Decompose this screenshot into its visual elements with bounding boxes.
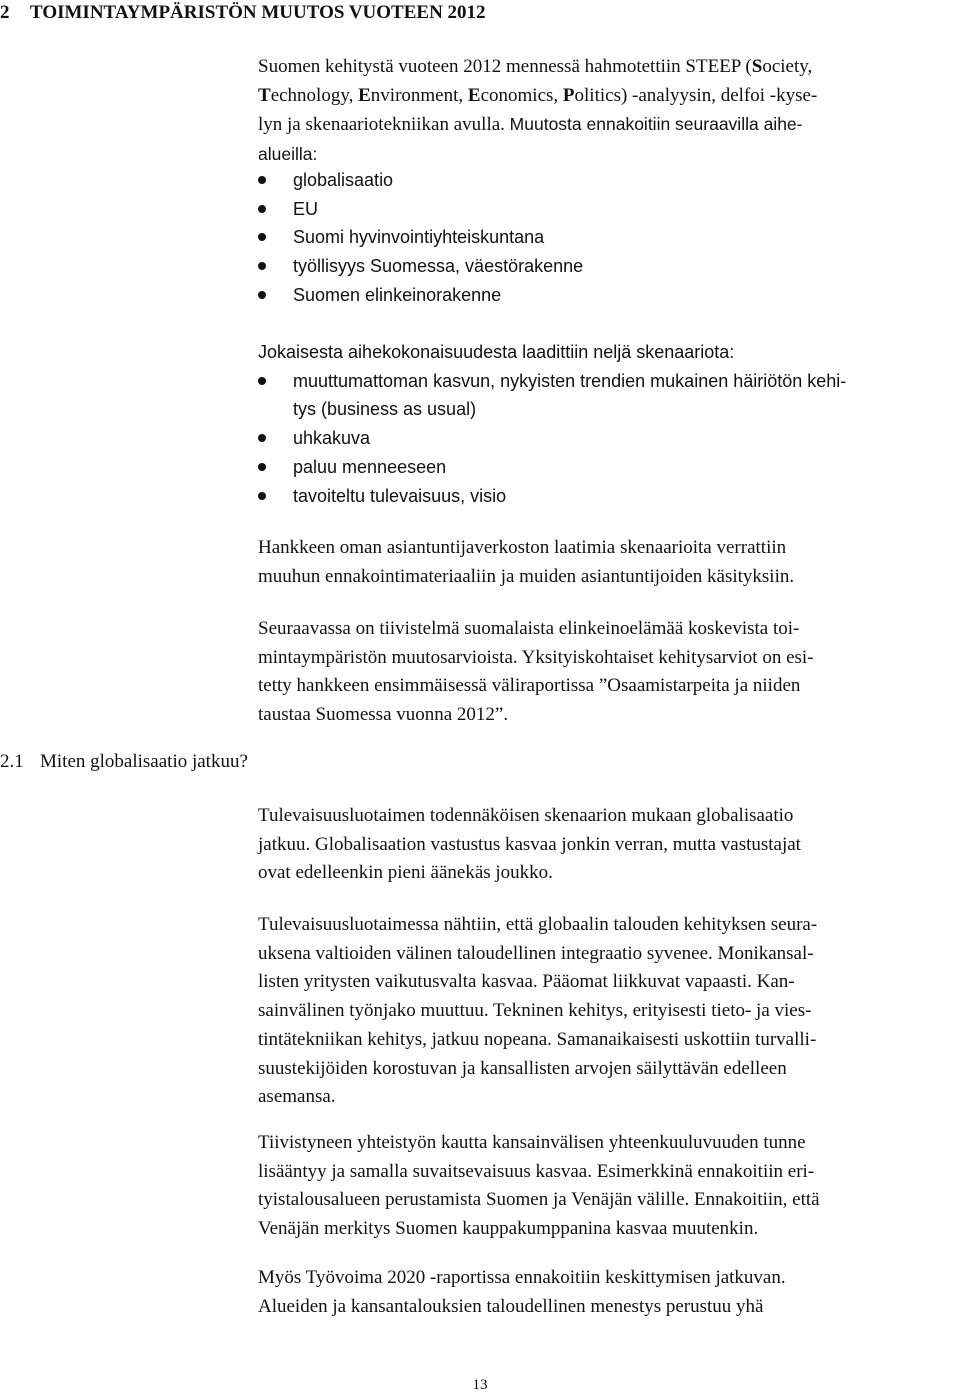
list-item: tavoiteltu tulevaisuus, visio: [258, 482, 958, 511]
list-item: muuttumattoman kasvun, nykyisten trendien mukainen häiriötön kehi- tys (business as usual): [258, 367, 958, 424]
paragraph: Myös Työvoima 2020 -raportissa ennakoitiin keskittymisen jatkuvan. Alueiden ja kansantalouksien taloudellinen menestys perustuu yhä: [258, 1267, 786, 1317]
list-item: Suomen elinkeinorakenne: [258, 281, 958, 310]
page-number: 13: [472, 1377, 488, 1393]
bullet-icon: [258, 463, 266, 471]
bullet-icon: [258, 205, 266, 213]
paragraph: Tulevaisuusluotaimessa nähtiin, että globaalin talouden kehityksen seura- uksena valtioiden välinen taloudellinen integraatio syvenee. Monikansal- listen yritysten vaikutusvalta kasvaa. Pääomat liikkuvat vapaasti. Kan- sainvälinen työnjako muuttuu. Tekninen kehitys, erityisesti tieto- ja vies- tintätekniikan kehitys, jatkuu nopeana. Samanaikaisesti uskottiin turvalli- suustekijöiden korostuvan ja kansallisten arvojen säilyttävän edelleen asemansa.: [258, 914, 818, 1108]
list-item: työllisyys Suomessa, väestörakenne: [258, 252, 958, 281]
section-number: 2.1: [0, 751, 24, 772]
scenario-block: [258, 338, 958, 510]
bullet-icon: [258, 233, 266, 241]
list-item: EU: [258, 195, 958, 224]
bullet-icon: [258, 291, 266, 299]
intro-paragraph: Suomen kehitystä vuoteen 2012 mennessä hahmotettiin STEEP (Society, Technology, Environment, Economics, Politics) -analyysin, delfoi -kyse- lyn ja skenaariotekniikan avulla. Muutosta ennakoitiin seuraavilla aihe- alueilla:: [258, 56, 818, 165]
list-item: Suomi hyvinvointiyhteiskuntana: [258, 223, 958, 252]
list-item: uhkakuva: [258, 424, 958, 453]
bullet-icon: [258, 176, 266, 184]
chapter-heading: [0, 2, 486, 24]
bullet-icon: [258, 492, 266, 500]
list-item: globalisaatio: [258, 166, 958, 195]
section-heading: [0, 751, 248, 773]
topics-list: [258, 166, 958, 310]
chapter-title: TOIMINTAYMPÄRISTÖN MUUTOS VUOTEEN 2012: [30, 2, 486, 23]
bullet-icon: [258, 377, 266, 385]
chapter-number: 2: [0, 2, 10, 23]
list-item: paluu menneeseen: [258, 453, 958, 482]
paragraph: Tiivistyneen yhteistyön kautta kansainvälisen yhteenkuuluvuuden tunne lisääntyy ja samalla suvaitsevaisuus kasvaa. Esimerkkinä ennakoitiin eri- tyistalousalueen perustamista Suomen ja Venäjän välille. Ennakoitiin, että Venäjän merkitys Suomen kauppakumppanina kasvaa muutenkin.: [258, 1132, 820, 1240]
bullet-icon: [258, 434, 266, 442]
bullet-icon: [258, 262, 266, 270]
paragraph: Seuraavassa on tiivistelmä suomalaista elinkeinoelämää koskevista toi- mintaympäristön muutosarvioista. Yksityiskohtaiset kehitysarviot on esi- tetty hankkeen ensimmäisessä väliraportissa ”Osaamistarpeita ja niiden taustaa Suomessa vuonna 2012”.: [258, 618, 814, 726]
paragraph: Tulevaisuusluotaimen todennäköisen skenaarion mukaan globalisaatio jatkuu. Globalisaation vastustus kasvaa jonkin verran, mutta vastustajat ovat edelleenkin pieni äänekäs joukko.: [258, 805, 801, 884]
scenario-intro: Jokaisesta aihekokonaisuudesta laadittiin neljä skenaariota:: [258, 342, 735, 362]
section-title: Miten globalisaatio jatkuu?: [40, 751, 248, 772]
paragraph: Hankkeen oman asiantuntijaverkoston laatimia skenaarioita verrattiin muuhun ennakointimateriaaliin ja muiden asiantuntijoiden käsityksiin.: [258, 537, 795, 587]
